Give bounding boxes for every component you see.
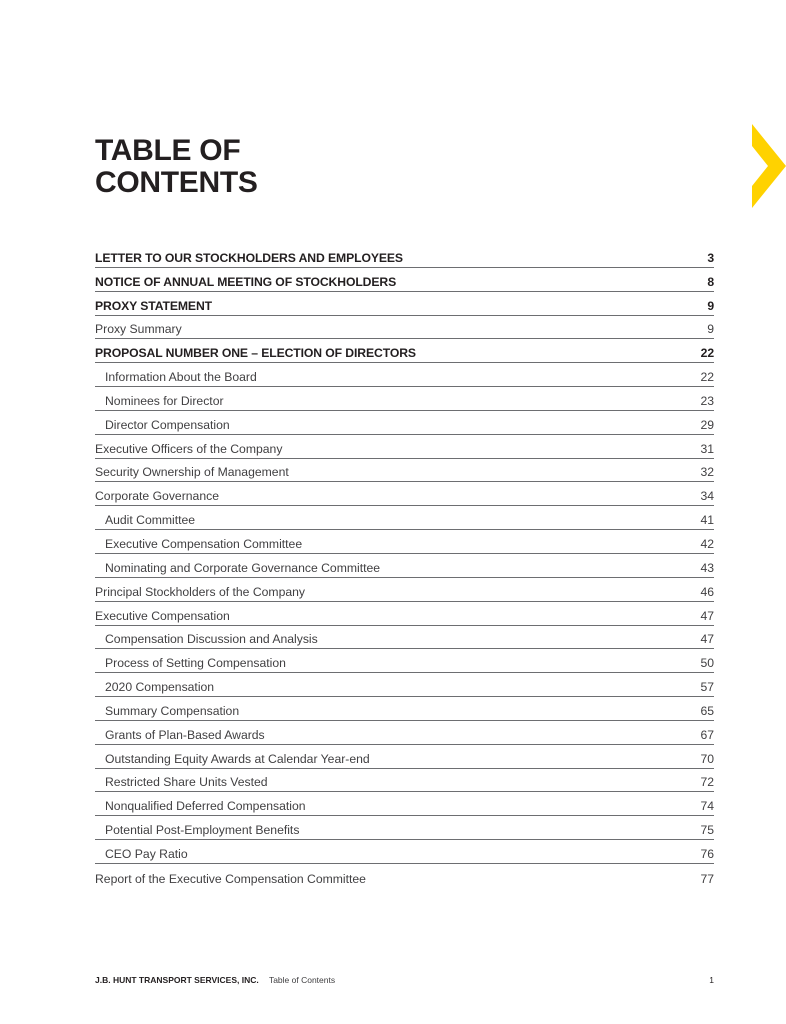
toc-entry-label: Compensation Discussion and Analysis bbox=[105, 632, 318, 647]
toc-entry[interactable] bbox=[95, 769, 714, 793]
toc-entry-page-number: 65 bbox=[700, 703, 714, 718]
toc-entry-label: Corporate Governance bbox=[95, 489, 219, 504]
toc-entry-page-number: 72 bbox=[700, 775, 714, 790]
toc-entry[interactable] bbox=[95, 649, 714, 673]
toc-entry-page-number: 22 bbox=[700, 370, 714, 385]
toc-entry-label: Outstanding Equity Awards at Calendar Year-end bbox=[105, 751, 370, 766]
toc-entry-page-number: 46 bbox=[700, 584, 714, 599]
toc-entry-page-number: 42 bbox=[700, 536, 714, 551]
toc-entry-label: Director Compensation bbox=[105, 417, 230, 432]
toc-entry[interactable] bbox=[95, 459, 714, 483]
toc-entry-page-number: 34 bbox=[700, 489, 714, 504]
toc-entry-page-number: 8 bbox=[707, 274, 714, 289]
toc-entry-label: Executive Compensation bbox=[95, 608, 230, 623]
toc-entry[interactable] bbox=[95, 506, 714, 530]
toc-entry-label: Executive Compensation Committee bbox=[105, 536, 303, 551]
toc-entry-label: Potential Post-Employment Benefits bbox=[105, 823, 300, 838]
toc-entry-page-number: 47 bbox=[700, 632, 714, 647]
toc-entry-page-number: 31 bbox=[700, 441, 714, 456]
toc-entry-page-number: 43 bbox=[700, 560, 714, 575]
footer-page-number: 1 bbox=[709, 975, 714, 985]
toc-entry[interactable] bbox=[95, 482, 714, 506]
toc-entry[interactable] bbox=[95, 745, 714, 769]
toc-entry[interactable] bbox=[95, 363, 714, 387]
toc-entry[interactable] bbox=[95, 316, 714, 340]
toc-entry-label: Restricted Share Units Vested bbox=[105, 775, 268, 790]
toc-entry-label: Report of the Executive Compensation Committee bbox=[95, 871, 366, 886]
toc-entry-page-number: 41 bbox=[700, 513, 714, 528]
toc-entry-page-number: 57 bbox=[700, 680, 714, 695]
toc-entry[interactable] bbox=[95, 673, 714, 697]
toc-entry-label: NOTICE OF ANNUAL MEETING OF STOCKHOLDERS bbox=[95, 274, 397, 289]
toc-entry-label: Summary Compensation bbox=[105, 703, 240, 718]
toc-entry[interactable] bbox=[95, 792, 714, 816]
chevron-shape bbox=[752, 124, 786, 208]
page-title-line-2: CONTENTS bbox=[95, 166, 258, 199]
toc-entry-page-number: 74 bbox=[700, 799, 714, 814]
toc-entry[interactable] bbox=[95, 554, 714, 578]
toc-entry-label: 2020 Compensation bbox=[105, 680, 215, 695]
toc-entry-label: Nominating and Corporate Governance Committee bbox=[105, 560, 381, 575]
toc-entry[interactable] bbox=[95, 602, 714, 626]
footer-section-name: Table of Contents bbox=[268, 975, 336, 985]
toc-entry-page-number: 9 bbox=[707, 322, 714, 337]
toc-entry-page-number: 29 bbox=[700, 417, 714, 432]
toc-entry[interactable] bbox=[95, 435, 714, 459]
toc-entry-label: Information About the Board bbox=[105, 370, 257, 385]
toc-entry-label: Grants of Plan-Based Awards bbox=[105, 727, 265, 742]
toc-entry-page-number: 9 bbox=[707, 298, 714, 313]
toc-entry-page-number: 23 bbox=[700, 393, 714, 408]
page-title bbox=[95, 135, 258, 199]
toc-entry[interactable] bbox=[95, 578, 714, 602]
toc-entry[interactable] bbox=[95, 339, 714, 363]
toc-entry-page-number: 76 bbox=[700, 846, 714, 861]
toc-entry-label: Nominees for Director bbox=[105, 393, 224, 408]
table-of-contents-list bbox=[95, 244, 714, 888]
toc-entry-label: Proxy Summary bbox=[95, 322, 182, 337]
toc-entry[interactable] bbox=[95, 816, 714, 840]
toc-entry[interactable] bbox=[95, 626, 714, 650]
toc-entry[interactable] bbox=[95, 268, 714, 292]
toc-entry-page-number: 3 bbox=[707, 250, 714, 265]
footer-company-name: J.B. HUNT TRANSPORT SERVICES, INC. bbox=[95, 975, 259, 985]
toc-entry-label: LETTER TO OUR STOCKHOLDERS AND EMPLOYEES bbox=[95, 250, 403, 265]
toc-entry-page-number: 32 bbox=[700, 465, 714, 480]
toc-entry[interactable] bbox=[95, 244, 714, 268]
toc-entry-page-number: 67 bbox=[700, 727, 714, 742]
toc-entry-label: Process of Setting Compensation bbox=[105, 656, 286, 671]
toc-entry[interactable] bbox=[95, 387, 714, 411]
toc-entry[interactable] bbox=[95, 292, 714, 316]
toc-entry-label: Nonqualified Deferred Compensation bbox=[105, 799, 306, 814]
page-footer bbox=[95, 975, 714, 985]
toc-entry-label: Executive Officers of the Company bbox=[95, 441, 283, 456]
toc-entry[interactable] bbox=[95, 411, 714, 435]
toc-entry-page-number: 22 bbox=[700, 346, 714, 361]
toc-entry[interactable] bbox=[95, 530, 714, 554]
page-title-line-1: TABLE OF bbox=[95, 134, 241, 167]
toc-entry-page-number: 50 bbox=[700, 656, 714, 671]
chevron-accent-icon bbox=[752, 124, 786, 208]
toc-entry-label: PROPOSAL NUMBER ONE – ELECTION OF DIRECTORS bbox=[95, 346, 416, 361]
toc-entry[interactable] bbox=[95, 864, 714, 888]
toc-entry-label: Principal Stockholders of the Company bbox=[95, 584, 306, 599]
toc-entry-label: Security Ownership of Management bbox=[95, 465, 289, 480]
toc-entry-page-number: 47 bbox=[700, 608, 714, 623]
toc-entry-label: CEO Pay Ratio bbox=[105, 846, 188, 861]
toc-entry-label: PROXY STATEMENT bbox=[95, 298, 212, 313]
toc-entry[interactable] bbox=[95, 697, 714, 721]
toc-entry[interactable] bbox=[95, 721, 714, 745]
toc-entry-page-number: 77 bbox=[700, 871, 714, 886]
toc-entry-label: Audit Committee bbox=[105, 513, 196, 528]
toc-entry-page-number: 75 bbox=[700, 823, 714, 838]
toc-entry-page-number: 70 bbox=[700, 751, 714, 766]
toc-entry[interactable] bbox=[95, 840, 714, 864]
